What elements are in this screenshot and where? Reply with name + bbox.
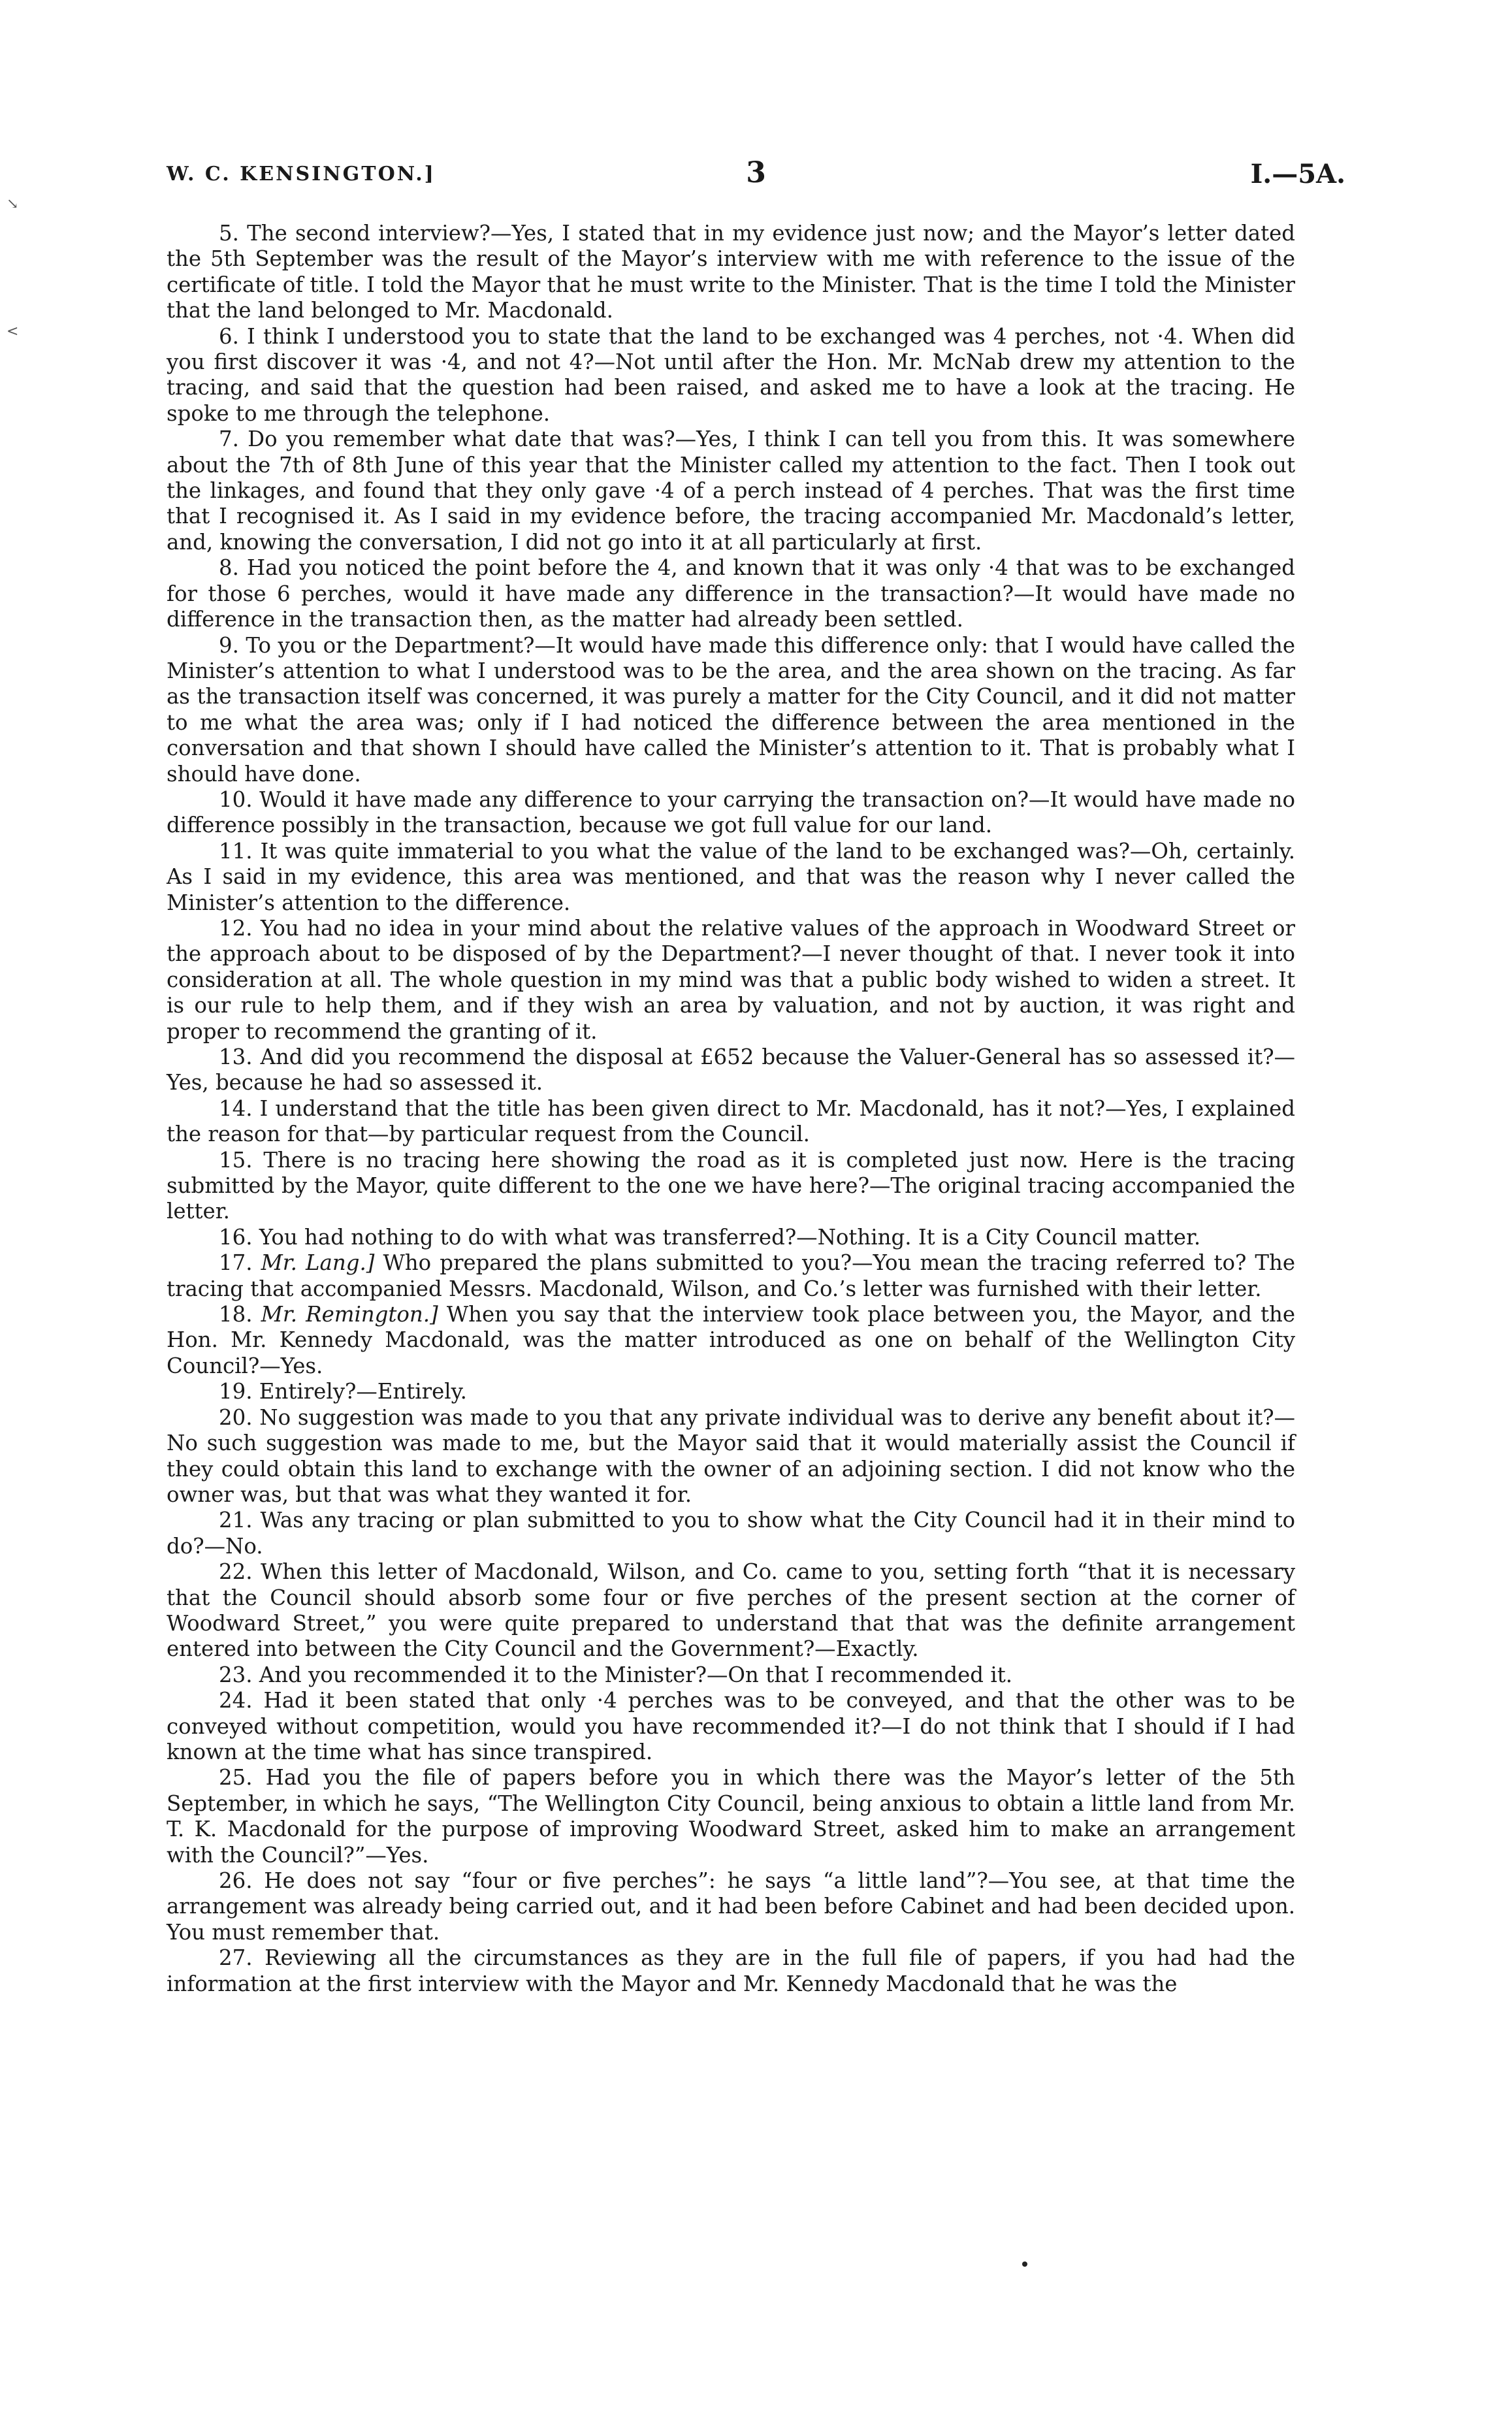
document-reference: I.—5A. — [1250, 159, 1345, 189]
paragraph-10: 10. Would it have made any difference to your carrying the transaction on?—It would have made no difference possibly in the transaction, because we got full value for our land. — [167, 786, 1295, 838]
page-header — [167, 156, 1345, 198]
paragraph-17 — [167, 1250, 1295, 1302]
paragraph-20: 20. No suggestion was made to you that any private individual was to derive any benefit about it?—No such suggestion was made to me, but the Mayor said that it would materially assist the Council if they could obtain this land to exchange with the owner of an adjoining section. I did not know who the owner was, but that was what they wanted it for. — [167, 1404, 1295, 1507]
paragraph-6: 6. I think I understood you to state that the land to be exchanged was 4 perches, not ·4. When did you first discover it was ·4, and not 4?—Not until after the Hon. Mr. McNab drew my attention to the tracing, and said that the question had been raised, and asked me to have a look at the tracing. He spoke to me through the telephone. — [167, 323, 1295, 426]
paragraph-5: 5. The second interview?—Yes, I stated that in my evidence just now; and the Mayor’s letter dated the 5th September was the result of the Mayor’s interview with me with reference to the issue of the certificate of title. I told the Mayor that he must write to the Minister. That is the time I told the Minister that the land belonged to Mr. Macdonald. — [167, 221, 1295, 323]
paragraph-16: 16. You had nothing to do with what was transferred?—Nothing. It is a City Council matter. — [219, 1224, 1201, 1250]
paragraph-26: 26. He does not say “four or five perches”: he says “a little land”?—You see, at that time the arrangement was already being carried out, and it had been before Cabinet and had been decided upon. You must remember that. — [167, 1868, 1295, 1945]
paragraph-13: 13. And did you recommend the disposal at £652 because the Valuer-General has so assessed it?—Yes, because he had so assessed it. — [167, 1045, 1295, 1095]
paragraph-14: 14. I understand that the title has been given direct to Mr. Macdonald, has it not?—Yes, I explained the reason for that—by particular request from the Council. — [167, 1095, 1295, 1147]
paragraph-8: 8. Had you noticed the point before the 4, and known that it was only ·4 that was to be exchanged for those 6 perches, would it have made any difference in the transaction?—It would have made no difference in the transaction then, as the matter had already been settled. — [167, 555, 1295, 632]
paragraph-9: 9. To you or the Department?—It would have made this difference only: that I would have called the Minister’s attention to what I understood was to be the area, and the area shown on the tracing. As far as the transaction itself was concerned, it was purely a matter for the City Council, and it did not matter to me what the area was; only if I had noticed the difference between the area mentioned in the conversation and that shown I should have called the Minister’s attention to it. That is probably what I should have done. — [167, 632, 1295, 786]
paragraph-27: 27. Reviewing all the circumstances as they are in the full file of papers, if you had had the information at the first interview with the Mayor and Mr. Kennedy Macdonald that he was the — [167, 1945, 1295, 1996]
paragraph-24: 24. Had it been stated that only ·4 perches was to be conveyed, and that the other was to be conveyed without competition, would you have recommended it?—I do not think that I should if I had known at the time what has since transpired. — [167, 1688, 1295, 1764]
paragraph-22: 22. When this letter of Macdonald, Wilson, and Co. came to you, setting forth “that it is necessary that the Council should absorb some four or five perches of the present section at the corner of Woodward Street,” you were quite prepared to understand that that was the definite arrangement entered into between the City Council and the Government?—Exactly. — [167, 1559, 1295, 1662]
header-witness-name: W. C. KENSINGTON.] — [167, 163, 436, 186]
paragraph-11: 11. It was quite immaterial to you what the value of the land to be exchanged was?—Oh, certainly. As I said in my evidence, this area was mentioned, and that was the reason why I never called the Minister’s attention to the difference. — [167, 838, 1295, 915]
paragraph-text: Who prepared the plans submitted to you?—You mean the tracing referred to? The tracing that accompanied Messrs. Macdonald, Wilson, and Co.’s letter was furnished with their letter. — [167, 1250, 1296, 1301]
paragraph-number: 18. — [219, 1302, 253, 1327]
margin-mark: ↘ — [7, 196, 19, 212]
paragraph-21: 21. Was any tracing or plan submitted to you to show what the City Council had it in their mind to do?—No. — [167, 1508, 1295, 1559]
paragraph-12: 12. You had no idea in your mind about the relative values of the approach in Woodward Street or the approach about to be disposed of by the Department?—I never thought of that. I never took it into consideration at all. The whole question in my mind was that a public body wished to widen a street. It is our rule to help them, and if they wish an area by valuation, and not by auction, it was right and proper to recommend the granting of it. — [167, 915, 1295, 1044]
paragraph-18 — [167, 1302, 1295, 1379]
speaker-name: Mr. Remington.] — [261, 1302, 438, 1327]
paragraph-7: 7. Do you remember what date that was?—Yes, I think I can tell you from this. It was somewhere about the 7th of 8th June of this year that the Minister called my attention to the fact. Then I took out the linkages, and found that they only gave ·4 of a perch instead of 4 perches. That was the first time that I recognised it. As I said in my evidence before, the tracing accompanied Mr. Macdonald’s letter, and, knowing the conversation, I did not go into it at all particularly at first. — [167, 427, 1295, 555]
ink-dot — [1022, 2261, 1027, 2267]
paragraph-15: 15. There is no tracing here showing the road as it is completed just now. Here is the tracing submitted by the Mayor, quite different to the one we have here?—The original tracing accompanied the letter. — [167, 1147, 1295, 1224]
paragraph-23: 23. And you recommended it to the Minister?—On that I recommended it. — [219, 1662, 1013, 1687]
paragraph-25: 25. Had you the file of papers before you in which there was the Mayor’s letter of the 5th September, in which he says, “The Wellington City Council, being anxious to obtain a little land from Mr. T. K. Macdonald for the purpose of improving Woodward Street, asked him to make an arrangement with the Council?”—Yes. — [167, 1765, 1295, 1868]
speaker-name: Mr. Lang.] — [261, 1250, 375, 1276]
margin-mark: < — [7, 323, 19, 340]
paragraph-19: 19. Entirely?—Entirely. — [219, 1379, 467, 1404]
paragraph-text: When you say that the interview took place between you, the Mayor, and the Hon. Mr. Kennedy Macdonald, was the matter introduced as one on behalf of the Wellington City Council?—Yes. — [167, 1302, 1296, 1378]
page-number: 3 — [746, 156, 766, 189]
paragraph-number: 17. — [219, 1250, 253, 1276]
testimony-body — [167, 221, 1295, 1997]
